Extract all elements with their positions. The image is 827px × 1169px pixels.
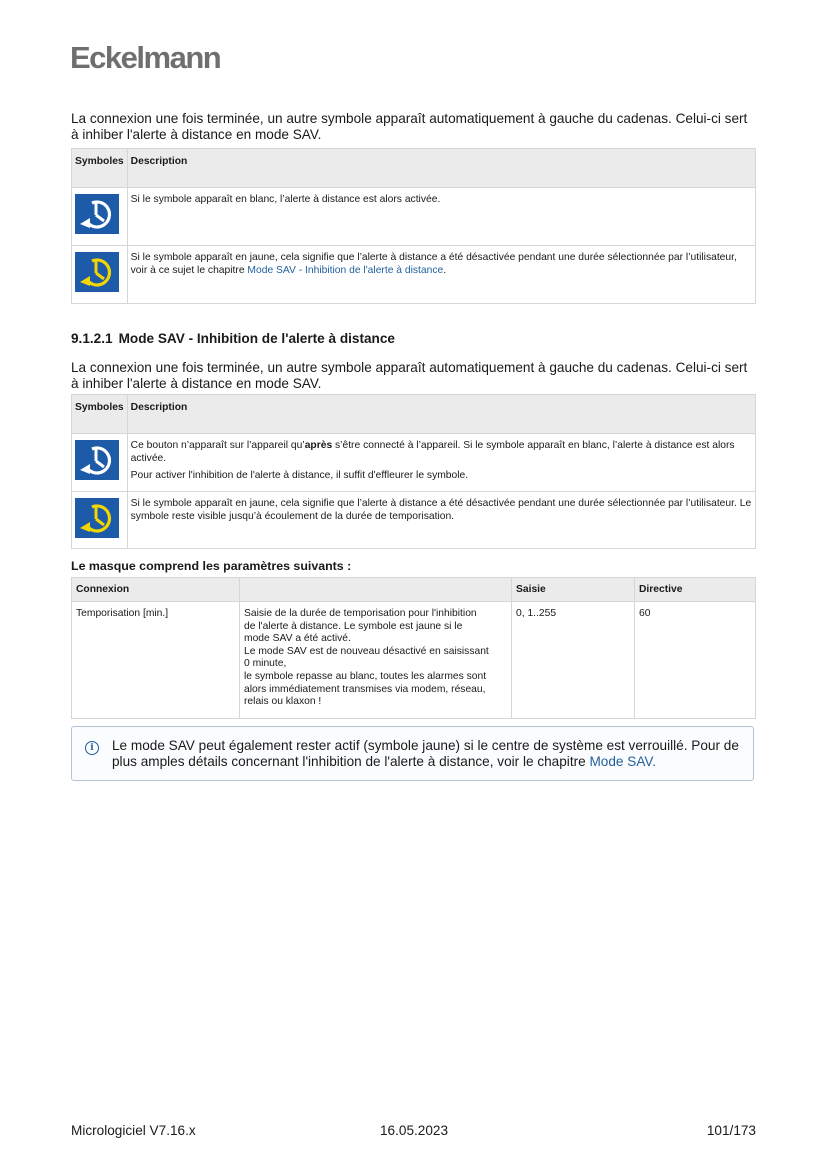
col-header-symbols: Symboles xyxy=(72,149,128,188)
table-header-row xyxy=(72,578,756,602)
symbols-table-2 xyxy=(71,394,756,549)
mode-sav-link[interactable]: Mode SAV. xyxy=(589,754,656,769)
description-cell xyxy=(127,188,755,246)
description-text: Si le symbole apparaît en jaune, cela signifie que l’alerte à distance a été désactivée pendant une durée sélectionnée par l’utilisateur. Le symbole reste visible jusqu’à écoulement de la durée de temporisation. xyxy=(130,498,752,522)
description-bold: après xyxy=(304,440,333,451)
col-header-description xyxy=(240,578,512,602)
description-cell xyxy=(127,246,755,304)
section-heading xyxy=(71,331,395,346)
table-row xyxy=(72,602,756,719)
params-heading: Le masque comprend les paramètres suivants : xyxy=(71,559,352,573)
table-row xyxy=(72,434,756,492)
param-name: Temporisation [min.] xyxy=(72,602,240,719)
footer-date: 16.05.2023 xyxy=(380,1123,449,1138)
remote-alert-white-icon xyxy=(75,440,119,480)
col-header-connexion: Connexion xyxy=(72,578,240,602)
col-header-symbols: Symboles xyxy=(72,395,128,434)
col-header-description: Description xyxy=(127,395,755,434)
intro-paragraph-1: La connexion une fois terminée, un autre symbole apparaît automatiquement à gauche du cadenas. Celui-ci sert à inhiber l'alerte à distance en mode SAV. xyxy=(71,111,748,142)
symbols-table-1 xyxy=(71,148,756,304)
col-header-description: Description xyxy=(127,149,755,188)
table-row xyxy=(72,492,756,549)
footer-firmware: Micrologiciel V7.16.x xyxy=(71,1123,196,1138)
intro-paragraph-2: La connexion une fois terminée, un autre symbole apparaît automatiquement à gauche du cadenas. Celui-ci sert à inhiber l'alerte à distance en mode SAV. xyxy=(71,360,748,391)
table-header-row xyxy=(72,149,756,188)
col-header-saisie: Saisie xyxy=(512,578,635,602)
chapter-link[interactable]: Mode SAV - Inhibition de l'alerte à distance xyxy=(247,265,444,276)
section-title: Mode SAV - Inhibition de l'alerte à distance xyxy=(118,331,395,346)
note-text xyxy=(112,738,748,770)
remote-alert-yellow-icon xyxy=(75,252,119,292)
param-description-line: le symbole repasse au blanc, toutes les alarmes sont xyxy=(244,670,487,682)
param-directive: 60 xyxy=(635,602,756,719)
parameters-table xyxy=(71,577,756,719)
description-text: Si le symbole apparaît en blanc, l’alerte à distance est alors activée. xyxy=(130,194,441,205)
param-saisie: 0, 1..255 xyxy=(512,602,635,719)
table-row xyxy=(72,188,756,246)
param-description-line: mode SAV a été activé. xyxy=(244,633,351,645)
remote-alert-white-icon xyxy=(75,194,119,234)
info-note xyxy=(71,726,754,781)
section-number: 9.1.2.1 xyxy=(71,331,113,346)
table-row xyxy=(72,246,756,304)
eckelmann-logo: Eckelmann xyxy=(70,40,221,75)
table-header-row xyxy=(72,395,756,434)
param-description-line: de l'alerte à distance. Le symbole est jaune si le xyxy=(244,620,463,632)
description-cell xyxy=(127,434,755,492)
param-description-line: Saisie de la durée de temporisation pour l'inhibition xyxy=(244,608,477,619)
description-text-end: . xyxy=(443,265,447,276)
param-description-line: Le mode SAV est de nouveau désactivé en saisissant xyxy=(244,645,489,657)
info-icon: i xyxy=(85,741,99,755)
param-description-line: alors immédiatement transmises via modem, réseau, xyxy=(244,683,486,695)
symbol-cell xyxy=(72,492,128,549)
description-text: s’être connecté à l’appareil. Si le symbole apparaît en blanc, l’alerte à distance est alors activée. xyxy=(130,440,735,464)
description-paragraph xyxy=(131,439,752,465)
symbol-cell xyxy=(72,246,128,304)
description-text: Ce bouton n’apparaît sur l’appareil qu’ xyxy=(130,440,305,451)
description-text: Si le symbole apparaît en jaune, cela signifie que l’alerte à distance a été désactivée pendant une durée sélectionnée par l’utilisateur, voir à ce sujet le chapitre xyxy=(130,252,737,276)
param-description-line: 0 minute, xyxy=(244,658,287,670)
description-cell xyxy=(127,492,755,549)
footer-page-number: 101/173 xyxy=(706,1123,756,1138)
description-paragraph: Pour activer l'inhibition de l'alerte à distance, il suffit d'effleurer le symbole. xyxy=(130,470,469,481)
symbol-cell xyxy=(72,188,128,246)
param-description xyxy=(240,602,512,719)
col-header-directive: Directive xyxy=(635,578,756,602)
symbol-cell xyxy=(72,434,128,492)
note-body: Le mode SAV peut également rester actif (symbole jaune) si le centre de système est verrouillé. Pour de plus amples détails concernant l'inhibition de l'alerte à distance, voir le chapitre xyxy=(112,738,739,769)
param-description-line: relais ou klaxon ! xyxy=(244,696,322,708)
remote-alert-yellow-icon xyxy=(75,498,119,538)
